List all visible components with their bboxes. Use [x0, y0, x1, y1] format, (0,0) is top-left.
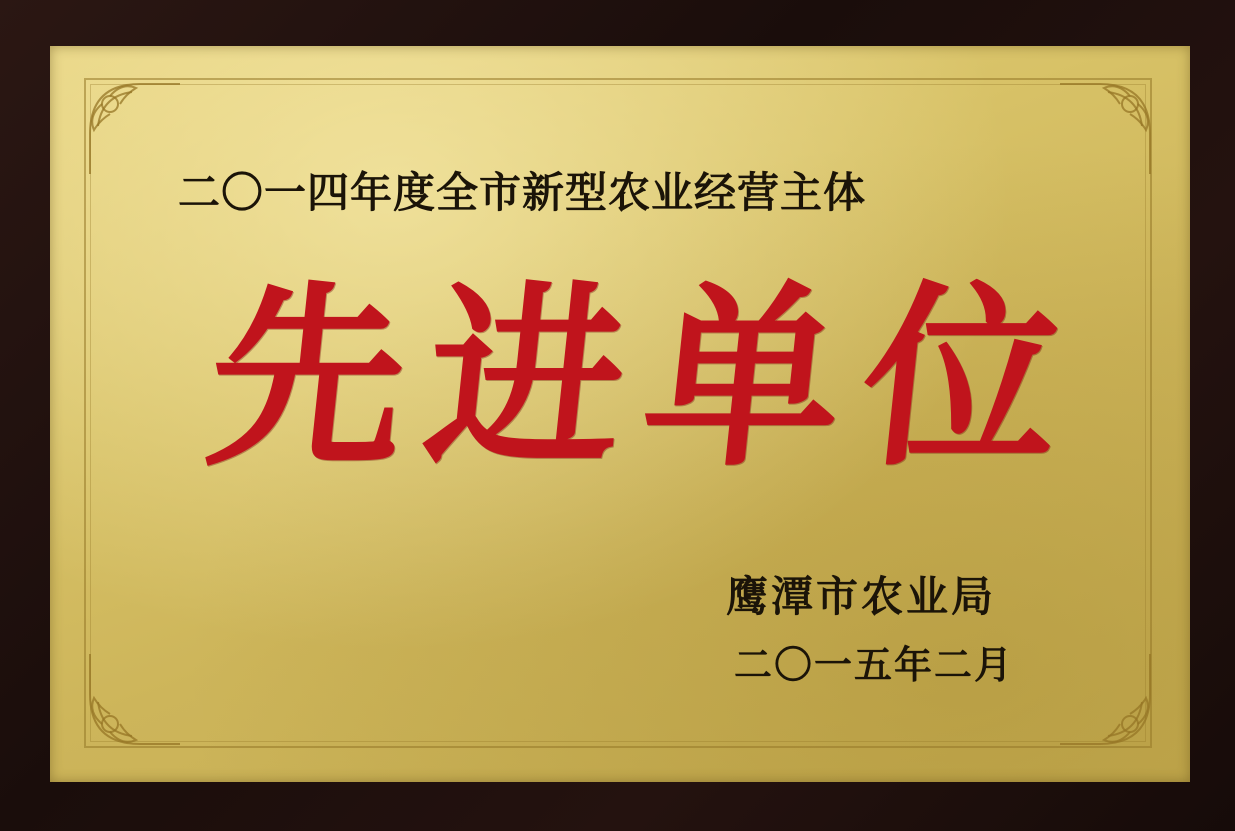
corner-ornament-icon [80, 644, 190, 754]
issue-date: 二〇一五年二月 [734, 643, 1015, 687]
award-subtitle: 二〇一四年度全市新型农业经营主体 [178, 168, 867, 217]
gold-plate [50, 46, 1190, 782]
award-title: 先进单位 [197, 263, 1095, 493]
issuing-organization: 鹰潭市农业局 [726, 572, 997, 621]
corner-ornament-icon [1050, 74, 1160, 184]
corner-ornament-icon [1050, 644, 1160, 754]
corner-ornament-icon [80, 74, 190, 184]
